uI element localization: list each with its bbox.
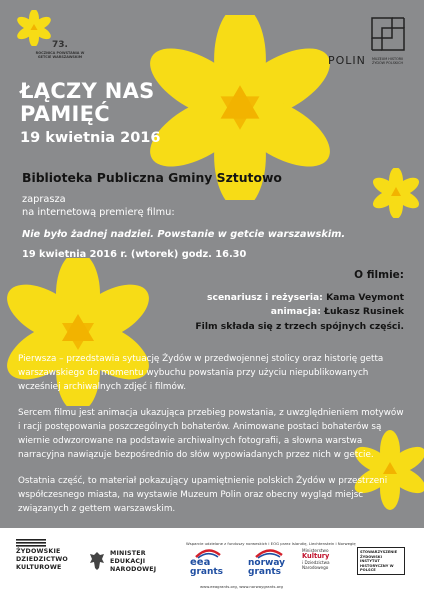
polin-word: POLIN: [328, 54, 366, 67]
sponsors-footer: [0, 528, 424, 600]
ministry-line2: Kultury: [302, 552, 330, 560]
credit-script-name: Kama Veymont: [326, 292, 404, 303]
zdk-line2: DZIEDZICTWO: [16, 556, 68, 563]
film-parts-note: Film składa się z trzech spójnych części.: [195, 321, 404, 332]
premiere-line: na internetową premierę filmu:: [22, 207, 175, 218]
eea-grants-logo: [190, 549, 234, 577]
polin-logo: [318, 14, 412, 74]
paragraph-part-two: Sercem filmu jest animacja ukazująca przebieg powstania, z uwzględnieniem motywów i racji postępowania poszczególnych bohaterów. Animowane postaci bohaterów są wiernie odwzorowane na podstawie archiwalnych fotografii, a słowna warstwa narracyjna nawiązuje bezpośrednio do słów wypowiadanych przez nich w getcie.: [18, 408, 404, 460]
polin-mark-icon: [370, 16, 408, 54]
headline: [20, 80, 155, 126]
men-line3: NARODOWEJ: [110, 566, 157, 573]
zdk-stripes-icon: [16, 539, 46, 547]
anniversary-subtitle: ROCZNICA POWSTANIA W GETCIE WARSZAWSKIM: [35, 51, 85, 60]
norway-word: norway: [248, 558, 286, 568]
ministry-line3: i Dziedzictwa: [302, 560, 330, 565]
stowarzyszenie-logo: [357, 547, 405, 575]
anniversary-number: 73.: [52, 40, 68, 50]
about-film-heading: O filmie:: [354, 269, 404, 281]
norway-grants-logo: [248, 549, 298, 577]
men-line2: EDUKACJI: [110, 558, 146, 565]
daffodil-medium-icon: [368, 168, 424, 218]
headline-line2: PAMIĘĆ: [20, 102, 110, 126]
library-name: Biblioteka Publiczna Gminy Sztutowo: [22, 170, 282, 185]
film-title: Nie było żadnej nadziei. Powstanie w getcie warszawskim.: [22, 229, 346, 240]
screening-datetime: 19 kwietnia 2016 r. (wtorek) godz. 16.30: [22, 249, 247, 260]
eea-grants-word: grants: [190, 567, 224, 577]
men-line1: MINISTER: [110, 550, 146, 557]
zdk-line1: ŻYDOWSKIE: [16, 548, 61, 555]
eagle-emblem-icon: [88, 550, 106, 572]
paragraph-part-three: Ostatnia część, to materiał pokazujący upamiętnienie polskich Żydów w przestrzeni współczesnego miasta, na wystawie Muzeum Polin oraz obecny wygląd miejsc związanych z gettem warszawskim.: [18, 476, 388, 514]
polin-subtitle: MUZEUM HISTORII ŻYDÓW POLSKICH: [372, 57, 404, 65]
eea-word: eea: [190, 557, 211, 568]
headline-date: 19 kwietnia 2016: [20, 130, 161, 146]
paragraph-part-one: Pierwsza – przedstawia sytuację Żydów w przedwojennej stolicy oraz historię getta warszawskiego do momentu wybuchu powstania przy użyciu niepublikowanych wcześniej archiwalnych zdjęć i filmów.: [18, 354, 384, 392]
credit-animation-label: animacja:: [270, 306, 321, 317]
credit-animation-name: Łukasz Rusinek: [324, 306, 404, 317]
anniversary-badge: [30, 40, 90, 59]
credit-script-label: scenariusz i reżyseria:: [207, 292, 323, 303]
support-note: Wsparcie udzielone z funduszy norweskich i EOG przez Islandię, Liechtenstein i Norwegię: [186, 541, 356, 546]
zdk-line3: KULTUROWE: [16, 564, 62, 571]
credit-animation: [271, 306, 404, 317]
ministry-line4: Narodowego: [302, 565, 329, 570]
grants-urls: www.eeagrants.org, www.norwaygrants.org: [200, 584, 283, 589]
invites-line: zaprasza: [22, 194, 66, 205]
zdk-logo: [16, 539, 68, 572]
headline-line1: ŁĄCZY NAS: [20, 79, 155, 103]
norway-grants-word: grants: [248, 567, 282, 577]
ministry-culture-logo: [302, 548, 350, 570]
credit-script: [207, 292, 404, 303]
stowarzyszenie-text: STOWARZYSZENIE ŻYDOWSKI INSTYTUT HISTORYCZNY W POLSCE: [360, 550, 398, 573]
ministry-line1: Ministerstwo: [302, 548, 329, 553]
